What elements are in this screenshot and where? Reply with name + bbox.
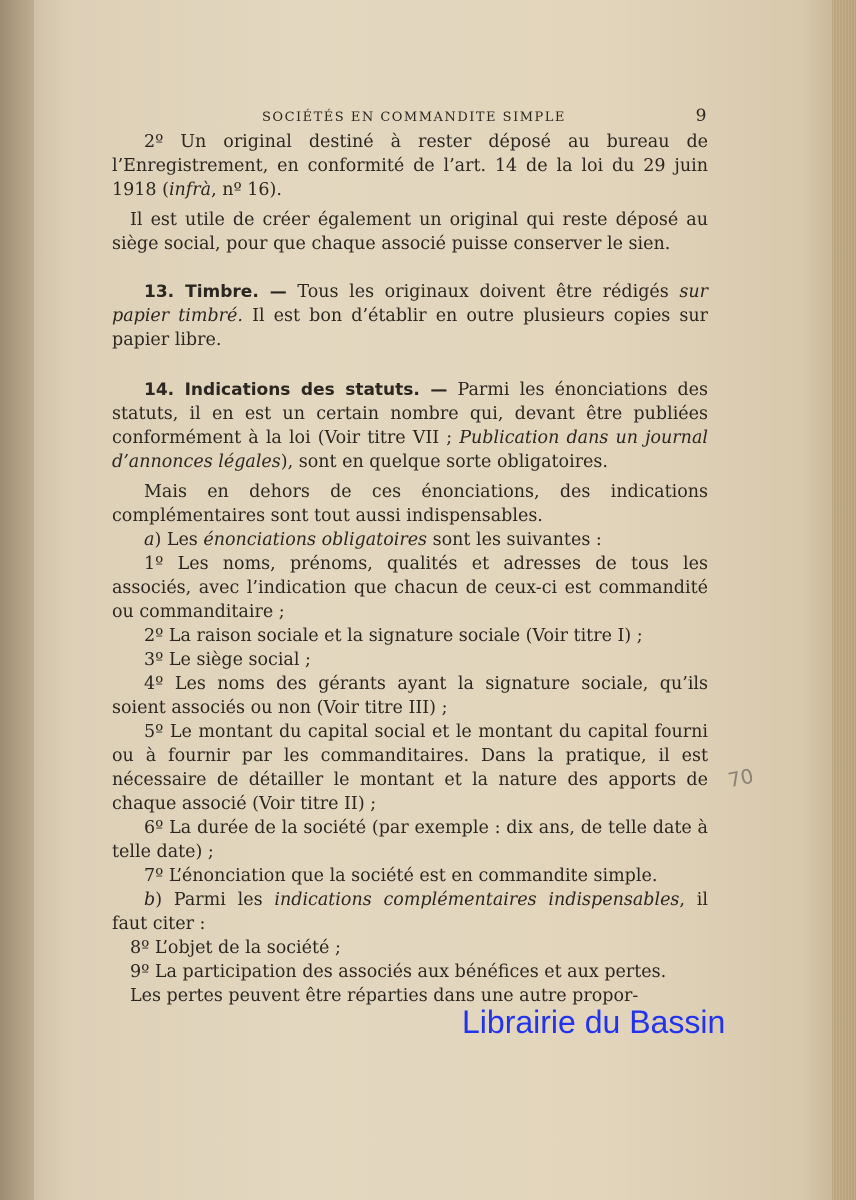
list-item: 9º La participation des associés aux bénéfices et aux pertes.: [130, 962, 667, 982]
page-number: 9: [695, 106, 708, 126]
watermark-logo: Librairie du Bassin: [462, 1004, 726, 1040]
paragraph-mais: Mais en dehors de ces énonciations, des indications complémentaires sont tout aussi indispensables.: [112, 482, 708, 526]
list-item: 2º La raison sociale et la signature sociale (Voir titre I) ;: [144, 626, 643, 646]
list-item: 1º Les noms, prénoms, qualités et adresses de tous les associés, avec l’indication que chacun de ceux-ci est commandité ou commanditaire ;: [112, 554, 708, 622]
item-b-intro: b) Parmi les indications complémentaires indispensables, il faut citer :: [112, 890, 708, 934]
section-14-heading: 14. Indications des statuts. —: [144, 380, 448, 400]
page-gutter: [0, 0, 34, 1200]
paragraph-siege-social: Il est utile de créer également un original qui reste déposé au siège social, pour que chaque associé puisse conserver le sien.: [112, 210, 708, 254]
list-item: 8º L’objet de la société ;: [130, 938, 341, 958]
list-item: 5º Le montant du capital social et le montant du capital fourni ou à fournir par les commanditaires. Dans la pratique, il est nécessaire de détailler le montant et la nature des apports de chaque associé (Voir titre II) ;: [112, 722, 708, 814]
running-head: [112, 100, 708, 130]
last-line: Les pertes peuvent être réparties dans une autre propor-: [130, 986, 639, 1006]
page-content: [112, 100, 708, 1008]
section-13-timbre: 13. Timbre. — Tous les originaux doivent être rédigés sur papier timbré. Il est bon d’établir en outre plusieurs copies sur papier libre.: [112, 282, 708, 350]
item-a-intro: a) Les énonciations obligatoires sont les suivantes :: [144, 530, 602, 550]
list-item: 3º Le siège social ;: [144, 650, 311, 670]
paragraph-original-enregistrement: 2º Un original destiné à rester déposé au bureau de l’Enregistrement, en conformité de l’art. 14 de la loi du 29 juin 1918 (infrà, nº 16).: [112, 132, 708, 200]
running-head-title: SOCIÉTÉS EN COMMANDITE SIMPLE: [262, 110, 566, 125]
pencil-annotation: 70: [725, 763, 756, 793]
section-13-heading: 13. Timbre. —: [144, 282, 287, 302]
list-item: 7º L’énonciation que la société est en commandite simple.: [144, 866, 658, 886]
page-edge: [832, 0, 856, 1200]
list-item: 6º La durée de la société (par exemple : dix ans, de telle date à telle date) ;: [112, 818, 708, 862]
list-item: 4º Les noms des gérants ayant la signature sociale, qu’ils soient associés ou non (Voir titre III) ;: [112, 674, 708, 718]
section-14-indications: 14. Indications des statuts. — Parmi les énonciations des statuts, il en est un certain nombre qui, devant être publiées conformément à la loi (Voir titre VII ; Publication dans un journal d’annonces légales), sont en quelque sorte obligatoires.: [112, 380, 708, 472]
